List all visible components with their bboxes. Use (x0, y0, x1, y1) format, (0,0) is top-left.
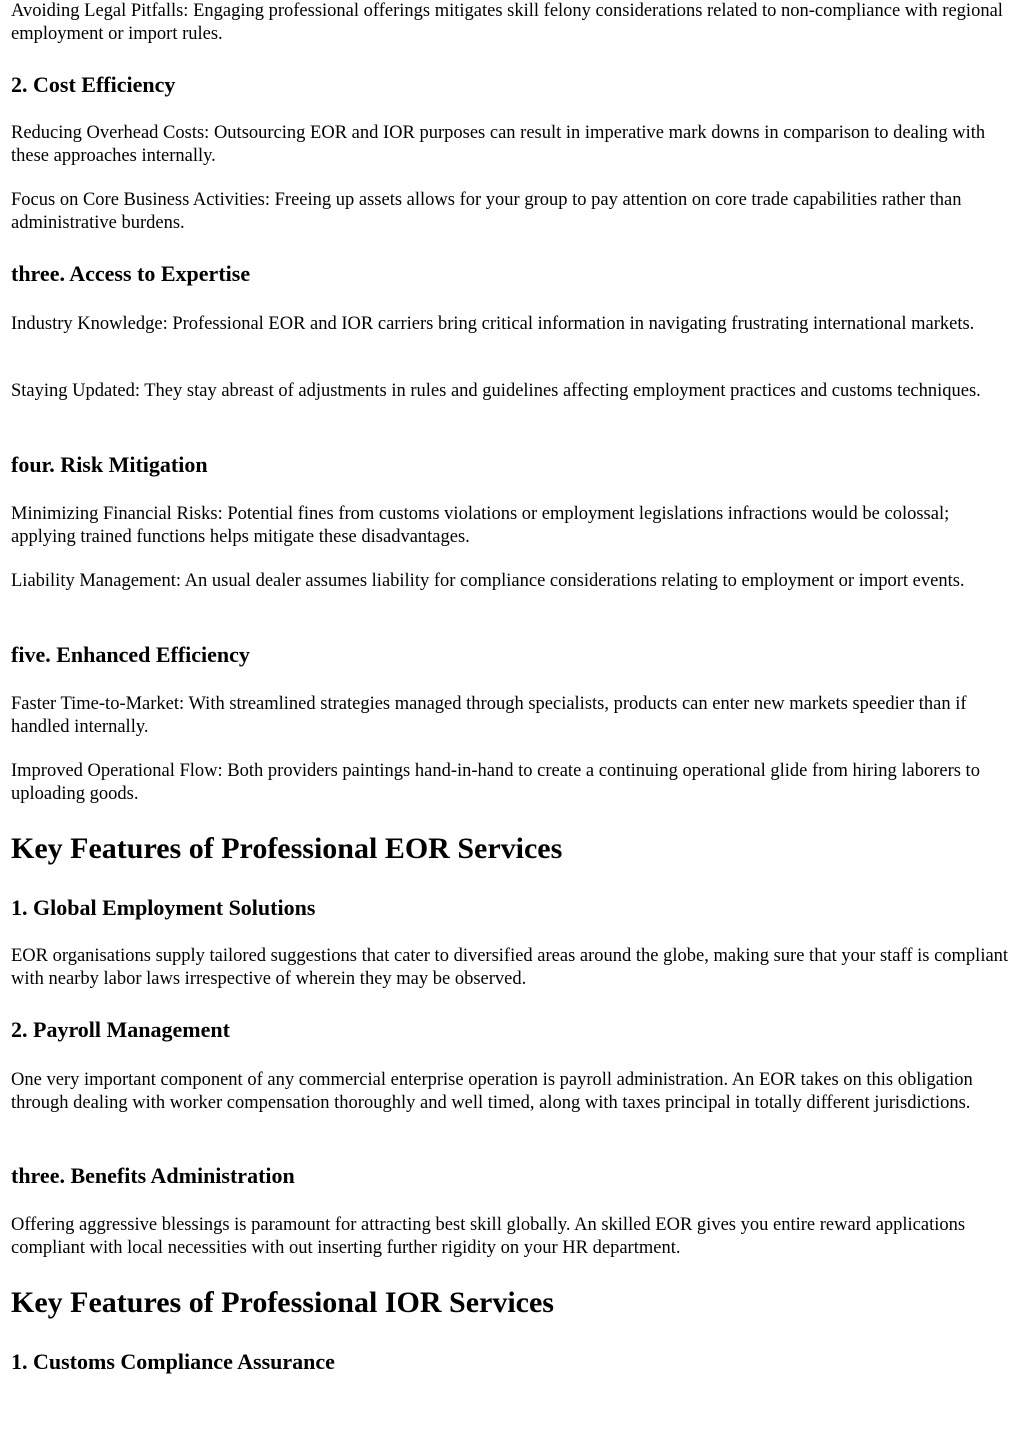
paragraph-benefits-administration: Offering aggressive blessings is paramount for attracting best skill globally. An skilled EOR gives you entire reward applications compliant with local necessities with out inserting further rigidity on your HR department. (11, 1215, 966, 1258)
paragraph-industry-knowledge: Industry Knowledge: Professional EOR and IOR carriers bring critical information in navigating frustrating international markets. (11, 314, 975, 334)
heading-risk-mitigation: four. Risk Mitigation (11, 452, 208, 477)
paragraph-focus-on-core-business: Focus on Core Business Activities: Freeing up assets allows for your group to pay attention on core trade capabilities rather than administrative burdens. (11, 190, 962, 233)
paragraph-avoiding-legal-pitfalls: Avoiding Legal Pitfalls: Engaging professional offerings mitigates skill felony considerations related to non-compliance with regional employment or import rules. (11, 1, 1003, 44)
paragraph-global-employment: EOR organisations supply tailored suggestions that cater to diversified areas around the globe, making sure that your staff is compliant with nearby labor laws irrespective of wherein they may be observed. (11, 946, 1009, 989)
paragraph-liability-management: Liability Management: An usual dealer assumes liability for compliance considerations relating to employment or import events. (11, 571, 965, 591)
paragraph-payroll-management: One very important component of any commercial enterprise operation is payroll administration. An EOR takes on this obligation through dealing with worker compensation thoroughly and well timed, along with taxes principal in totally different jurisdictions. (11, 1070, 973, 1113)
paragraph-faster-time-to-market: Faster Time-to-Market: With streamlined strategies managed through specialists, products can enter new markets speedier than if handled internally. (11, 694, 967, 737)
heading-eor-features: Key Features of Professional EOR Services (11, 832, 563, 865)
heading-ior-features: Key Features of Professional IOR Services (11, 1286, 554, 1319)
paragraph-minimizing-financial-risks: Minimizing Financial Risks: Potential fines from customs violations or employment legislations infractions would be colossal; applying trained functions helps mitigate these disadvantages. (11, 504, 950, 547)
heading-access-to-expertise: three. Access to Expertise (11, 261, 251, 286)
paragraph-reducing-overhead-costs: Reducing Overhead Costs: Outsourcing EOR and IOR purposes can result in imperative mark downs in comparison to dealing with these approaches internally. (11, 123, 986, 166)
heading-customs-compliance-assurance: 1. Customs Compliance Assurance (11, 1349, 335, 1374)
heading-cost-efficiency: 2. Cost Efficiency (11, 72, 176, 97)
paragraph-staying-updated: Staying Updated: They stay abreast of adjustments in rules and guidelines affecting employment practices and customs techniques. (11, 381, 981, 401)
heading-benefits-administration: three. Benefits Administration (11, 1163, 295, 1188)
paragraph-improved-operational-flow: Improved Operational Flow: Both providers paintings hand-in-hand to create a continuing operational glide from hiring laborers to uploading goods. (11, 761, 980, 804)
heading-global-employment-solutions: 1. Global Employment Solutions (11, 895, 316, 920)
heading-payroll-management: 2. Payroll Management (11, 1017, 230, 1042)
heading-enhanced-efficiency: five. Enhanced Efficiency (11, 642, 250, 667)
